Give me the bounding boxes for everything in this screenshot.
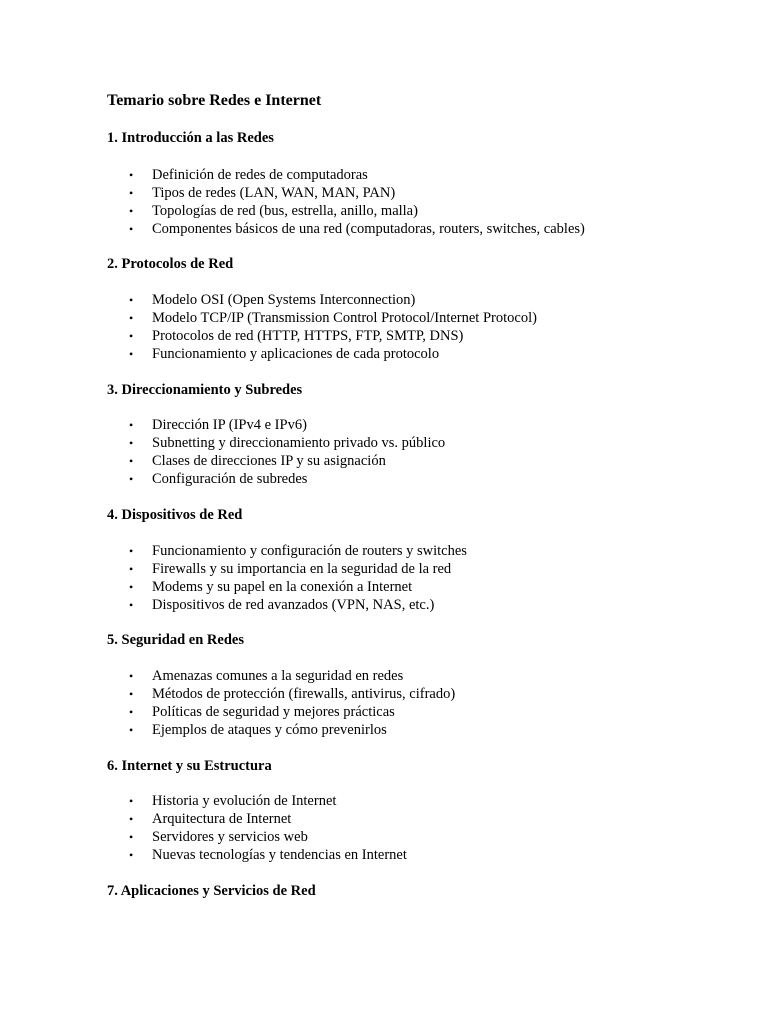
list-item-text: Nuevas tecnologías y tendencias en Internet: [152, 847, 407, 863]
bullet-icon: •: [129, 436, 134, 450]
bullet-icon: •: [129, 812, 134, 826]
bullet-icon: •: [129, 347, 134, 361]
bullet-list: [129, 542, 467, 614]
bullet-icon: •: [129, 168, 134, 182]
bullet-icon: •: [129, 580, 134, 594]
list-item-text: Ejemplos de ataques y cómo prevenirlos: [152, 722, 387, 738]
list-item: [129, 810, 407, 828]
list-item-text: Métodos de protección (firewalls, antivirus, cifrado): [152, 686, 456, 702]
bullet-icon: •: [129, 794, 134, 808]
list-item-text: Dispositivos de red avanzados (VPN, NAS, etc.): [152, 597, 435, 613]
section-heading: 6. Internet y su Estructura: [107, 758, 272, 774]
list-item: [129, 345, 537, 363]
section-heading: 4. Dispositivos de Red: [107, 507, 243, 523]
list-item: [129, 703, 455, 721]
list-item-text: Tipos de redes (LAN, WAN, MAN, PAN): [152, 185, 396, 201]
bullet-icon: •: [129, 544, 134, 558]
list-item: [129, 470, 445, 488]
list-item: [129, 542, 467, 560]
list-item-text: Modelo TCP/IP (Transmission Control Protocol/Internet Protocol): [152, 310, 537, 326]
section-heading: 3. Direccionamiento y Subredes: [107, 382, 303, 398]
bullet-icon: •: [129, 598, 134, 612]
bullet-icon: •: [129, 830, 134, 844]
list-item-text: Modems y su papel en la conexión a Internet: [152, 579, 413, 595]
list-item: [129, 685, 455, 703]
list-item-text: Amenazas comunes a la seguridad en redes: [152, 668, 404, 684]
list-item-text: Definición de redes de computadoras: [152, 167, 368, 183]
section-heading: 1. Introducción a las Redes: [107, 130, 274, 146]
list-item-text: Arquitectura de Internet: [152, 811, 292, 827]
list-item-text: Políticas de seguridad y mejores prácticas: [152, 704, 395, 720]
list-item: [129, 309, 537, 327]
list-item: [129, 434, 445, 452]
document-title: Temario sobre Redes e Internet: [107, 92, 322, 109]
list-item: [129, 184, 585, 202]
bullet-list: [129, 792, 407, 864]
bullet-icon: •: [129, 669, 134, 683]
bullet-icon: •: [129, 562, 134, 576]
bullet-list: [129, 166, 585, 238]
list-item: [129, 220, 585, 238]
list-item-text: Funcionamiento y configuración de routers y switches: [152, 543, 467, 559]
bullet-icon: •: [129, 311, 134, 325]
list-item: [129, 202, 585, 220]
list-item: [129, 327, 537, 345]
list-item: [129, 291, 537, 309]
list-item: [129, 560, 467, 578]
list-item-text: Historia y evolución de Internet: [152, 793, 337, 809]
bullet-icon: •: [129, 329, 134, 343]
section-heading: 2. Protocolos de Red: [107, 256, 234, 272]
bullet-icon: •: [129, 418, 134, 432]
bullet-icon: •: [129, 454, 134, 468]
section-heading: 7. Aplicaciones y Servicios de Red: [107, 883, 316, 899]
bullet-list: [129, 667, 455, 739]
list-item-text: Componentes básicos de una red (computadoras, routers, switches, cables): [152, 221, 585, 237]
list-item-text: Protocolos de red (HTTP, HTTPS, FTP, SMTP, DNS): [152, 328, 464, 344]
bullet-icon: •: [129, 848, 134, 862]
list-item: [129, 416, 445, 434]
bullet-icon: •: [129, 705, 134, 719]
list-item: [129, 828, 407, 846]
bullet-list: [129, 291, 537, 363]
list-item: [129, 596, 467, 614]
bullet-icon: •: [129, 222, 134, 236]
list-item: [129, 578, 467, 596]
list-item-text: Configuración de subredes: [152, 471, 308, 487]
list-item-text: Topologías de red (bus, estrella, anillo, malla): [152, 203, 418, 219]
section-heading: 5. Seguridad en Redes: [107, 632, 244, 648]
bullet-list: [129, 416, 445, 488]
bullet-icon: •: [129, 186, 134, 200]
bullet-icon: •: [129, 687, 134, 701]
list-item: [129, 721, 455, 739]
list-item: [129, 667, 455, 685]
bullet-icon: •: [129, 293, 134, 307]
bullet-icon: •: [129, 204, 134, 218]
list-item: [129, 166, 585, 184]
list-item: [129, 792, 407, 810]
list-item-text: Servidores y servicios web: [152, 829, 308, 845]
list-item: [129, 846, 407, 864]
list-item-text: Clases de direcciones IP y su asignación: [152, 453, 386, 469]
list-item-text: Funcionamiento y aplicaciones de cada protocolo: [152, 346, 440, 362]
list-item-text: Dirección IP (IPv4 e IPv6): [152, 417, 307, 433]
bullet-icon: •: [129, 472, 134, 486]
list-item-text: Modelo OSI (Open Systems Interconnection): [152, 292, 416, 308]
list-item-text: Subnetting y direccionamiento privado vs. público: [152, 435, 446, 451]
bullet-icon: •: [129, 723, 134, 737]
list-item-text: Firewalls y su importancia en la seguridad de la red: [152, 561, 452, 577]
list-item: [129, 452, 445, 470]
